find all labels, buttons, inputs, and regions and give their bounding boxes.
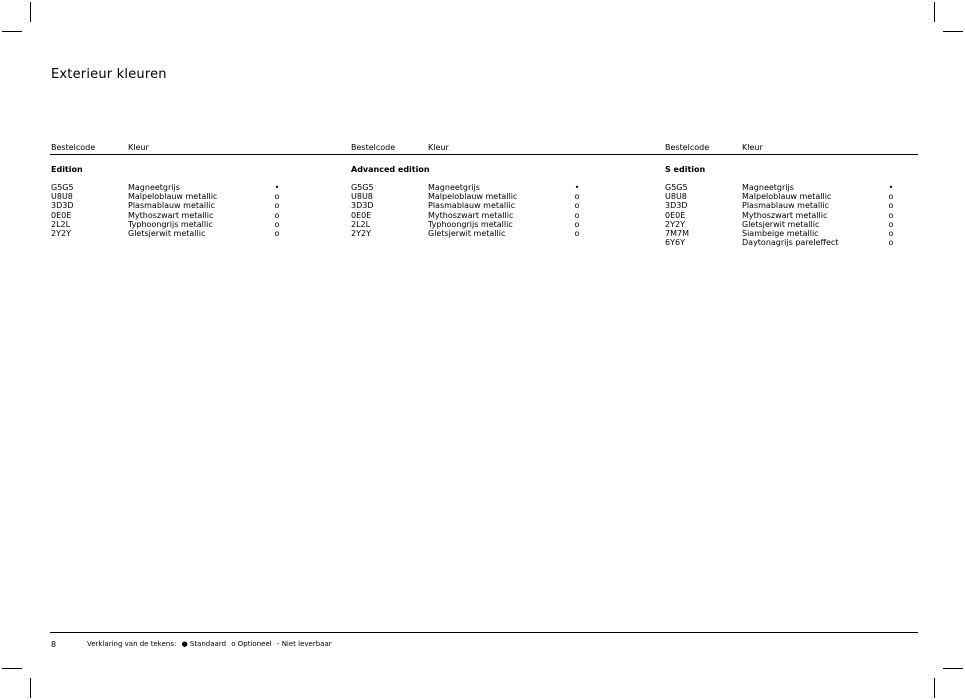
order-code: 0E0E — [665, 210, 686, 220]
order-code: U8U8 — [351, 192, 373, 202]
color-name: Typhoongrijs metallic — [128, 219, 213, 229]
availability-mark: o — [274, 219, 280, 229]
availability-mark: • — [888, 183, 894, 192]
header-rule — [50, 154, 918, 155]
availability-mark: • — [574, 183, 580, 192]
color-name: Gletsjerwit metallic — [128, 228, 206, 238]
order-code: 2Y2Y — [665, 219, 685, 229]
legend-standard: ● Standaard — [181, 640, 227, 648]
color-name: Mythoszwart metallic — [128, 210, 214, 220]
footer-rule — [50, 632, 918, 633]
crop-mark — [30, 2, 31, 22]
order-code: U8U8 — [665, 192, 687, 202]
order-code: 2Y2Y — [351, 228, 371, 238]
order-code: 2Y2Y — [51, 228, 71, 238]
crop-mark — [934, 2, 935, 22]
availability-mark: o — [274, 201, 280, 211]
order-code: 6Y6Y — [665, 238, 685, 248]
order-code: G5G5 — [351, 183, 374, 192]
availability-mark: o — [574, 219, 580, 229]
column-header-code: Bestelcode — [351, 143, 396, 152]
availability-mark: o — [574, 210, 580, 220]
availability-mark: • — [274, 183, 280, 192]
availability-mark: o — [888, 219, 894, 229]
order-code: 3D3D — [51, 201, 74, 211]
crop-mark — [934, 678, 935, 698]
order-code: 7M7M — [665, 228, 689, 238]
column-header-code: Bestelcode — [51, 143, 96, 152]
color-name: Plasmablauw metallic — [128, 201, 215, 211]
availability-mark: o — [574, 228, 580, 238]
legend-optional: o Optioneel — [231, 640, 272, 648]
crop-mark — [943, 31, 963, 32]
color-name: Malpeloblauw metallic — [128, 192, 218, 202]
color-name: Gletsjerwit metallic — [742, 219, 820, 229]
crop-mark — [30, 678, 31, 698]
column-header-color: Kleur — [128, 143, 149, 152]
availability-mark: o — [574, 192, 580, 202]
availability-mark: o — [274, 210, 280, 220]
availability-mark: o — [574, 201, 580, 211]
availability-mark: o — [888, 228, 894, 238]
order-code: 2L2L — [351, 219, 371, 229]
order-code: G5G5 — [51, 183, 74, 192]
order-code: 0E0E — [351, 210, 372, 220]
legend-not-available: - Niet leverbaar — [276, 640, 332, 648]
column-header-color: Kleur — [428, 143, 449, 152]
color-name: Malpeloblauw metallic — [428, 192, 518, 202]
section-title-s-edition: S edition — [665, 165, 706, 174]
order-code: 0E0E — [51, 210, 72, 220]
availability-mark: o — [274, 192, 280, 202]
availability-mark: o — [274, 228, 280, 238]
color-name: Magneetgrijs — [742, 183, 794, 192]
color-name: Gletsjerwit metallic — [428, 228, 506, 238]
section-title-edition: Edition — [51, 165, 83, 174]
color-name: Siambeige metallic — [742, 228, 819, 238]
availability-mark: o — [888, 238, 894, 248]
order-code: G5G5 — [665, 183, 688, 192]
order-code: 3D3D — [665, 201, 688, 211]
column-header-code: Bestelcode — [665, 143, 710, 152]
page-title: Exterieur kleuren — [51, 67, 167, 82]
crop-mark — [2, 668, 22, 669]
order-code: 2L2L — [51, 219, 71, 229]
legend-label: Verklaring van de tekens: — [87, 640, 177, 648]
order-code: 3D3D — [351, 201, 374, 211]
availability-mark: o — [888, 201, 894, 211]
color-name: Plasmablauw metallic — [428, 201, 515, 211]
crop-mark — [2, 31, 22, 32]
section-title-advanced-edition: Advanced edition — [351, 165, 430, 174]
legend — [87, 640, 335, 648]
availability-mark: o — [888, 210, 894, 220]
order-code: U8U8 — [51, 192, 73, 202]
color-name: Magneetgrijs — [428, 183, 480, 192]
color-name: Malpeloblauw metallic — [742, 192, 832, 202]
color-name: Daytonagrijs pareleffect — [742, 238, 839, 248]
crop-mark — [943, 668, 963, 669]
column-header-color: Kleur — [742, 143, 763, 152]
availability-mark: o — [888, 192, 894, 202]
color-name: Mythoszwart metallic — [428, 210, 514, 220]
color-name: Magneetgrijs — [128, 183, 180, 192]
page-number: 8 — [51, 640, 57, 649]
color-name: Plasmablauw metallic — [742, 201, 829, 211]
color-name: Mythoszwart metallic — [742, 210, 828, 220]
color-name: Typhoongrijs metallic — [428, 219, 513, 229]
